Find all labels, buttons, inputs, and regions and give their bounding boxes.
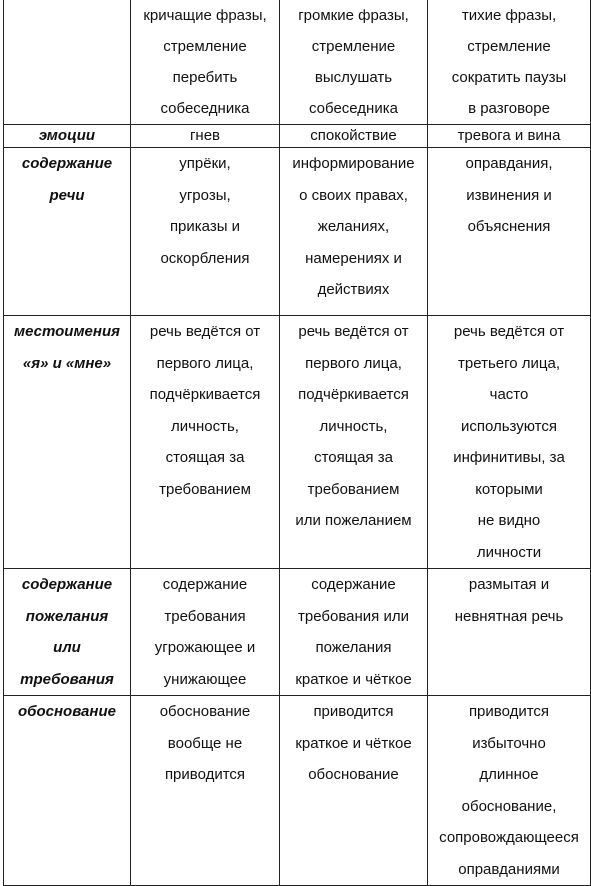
cell-text-line: стоящая за bbox=[314, 449, 393, 466]
cell-text-line: не видно bbox=[477, 512, 541, 529]
cell-text-line: приказы и bbox=[169, 218, 241, 235]
table-cell-basis-col3 bbox=[428, 696, 591, 886]
table-cell-pronoun-col3 bbox=[428, 316, 591, 569]
table-cell-speech-col2 bbox=[280, 148, 428, 316]
cell-text-line: пожелания bbox=[315, 639, 392, 656]
cell-text-line: в разговоре bbox=[468, 100, 550, 117]
cell-text-line: извинения и bbox=[466, 186, 552, 204]
cell-text-line: подчёркивается bbox=[298, 386, 409, 403]
cell-text-line: спокойствие bbox=[310, 127, 397, 144]
cell-text-line: обоснование, bbox=[461, 797, 557, 815]
row-header-speech bbox=[4, 148, 131, 316]
table-row-emotion bbox=[4, 125, 591, 148]
cell-text-line: требования bbox=[164, 607, 246, 625]
table-row-speech bbox=[4, 148, 591, 316]
row-header-line: речи bbox=[49, 186, 85, 204]
row-header-intro bbox=[4, 0, 131, 125]
cell-text-line: сопровождающееся bbox=[439, 829, 579, 846]
table-cell-intro-col1 bbox=[131, 0, 280, 125]
cell-text-line: первого лица, bbox=[156, 354, 254, 372]
table-cell-emotion-col2 bbox=[280, 125, 428, 148]
row-header-emotion bbox=[4, 125, 131, 148]
cell-text-line: намерениях и bbox=[305, 249, 402, 267]
cell-text-line: личность, bbox=[171, 417, 239, 435]
cell-text-line: о своих правах, bbox=[299, 186, 408, 204]
cell-text-line: объяснения bbox=[467, 218, 551, 235]
cell-text-line: унижающее bbox=[163, 670, 247, 688]
table-cell-intro-col2 bbox=[280, 0, 428, 125]
cell-text-line: оправдания, bbox=[465, 155, 553, 172]
cell-text-line: обоснование bbox=[159, 703, 251, 720]
cell-text-line: размытая и bbox=[468, 576, 550, 593]
row-header-wish bbox=[4, 569, 131, 696]
cell-text-line: третьего лица, bbox=[458, 354, 560, 372]
comparison-table bbox=[3, 0, 591, 886]
cell-text-line: перебить bbox=[172, 69, 238, 86]
cell-text-line: инфинитивы, за bbox=[453, 449, 565, 466]
cell-text-line: угрожающее и bbox=[154, 639, 256, 656]
cell-text-line: требованием bbox=[307, 480, 400, 498]
cell-text-line: кричащие фразы, bbox=[143, 7, 267, 24]
row-header-line: содержание bbox=[21, 576, 113, 593]
table-row-wish bbox=[4, 569, 591, 696]
cell-text-line: речь ведётся от bbox=[149, 323, 261, 340]
row-header-line: пожелания bbox=[25, 607, 109, 625]
row-header-pronoun bbox=[4, 316, 131, 569]
cell-text-line: вообще не bbox=[167, 734, 243, 752]
cell-text-line: стоящая за bbox=[165, 449, 245, 466]
cell-text-line: собеседника bbox=[309, 100, 398, 117]
cell-text-line: упрёки, bbox=[179, 155, 231, 172]
cell-text-line: громкие фразы, bbox=[298, 7, 409, 24]
cell-text-line: оправданиями bbox=[458, 860, 560, 878]
cell-text-line: информирование bbox=[292, 155, 415, 172]
cell-text-line: действиях bbox=[317, 281, 390, 298]
table-cell-intro-col3 bbox=[428, 0, 591, 125]
cell-text-line: тревога и вина bbox=[457, 127, 561, 144]
row-header-basis bbox=[4, 696, 131, 886]
row-header-line: эмоции bbox=[38, 127, 96, 144]
cell-text-line: содержание bbox=[162, 576, 248, 593]
cell-text-line: часто bbox=[489, 386, 529, 403]
cell-text-line: собеседника bbox=[160, 100, 250, 117]
row-header-line: обоснование bbox=[18, 703, 116, 720]
cell-text-line: требованием bbox=[159, 480, 251, 498]
cell-text-line: содержание bbox=[311, 576, 396, 593]
table-cell-basis-col1 bbox=[131, 696, 280, 886]
row-header-line: содержание bbox=[21, 155, 113, 172]
cell-text-line: подчёркивается bbox=[149, 386, 261, 403]
cell-text-line: угрозы, bbox=[179, 186, 231, 204]
cell-text-line: речь ведётся от bbox=[453, 323, 565, 340]
table-cell-wish-col2 bbox=[280, 569, 428, 696]
cell-text-line: обоснование bbox=[308, 766, 399, 783]
row-header-line: требования bbox=[20, 670, 114, 688]
cell-text-line: или пожеланием bbox=[295, 512, 412, 529]
cell-text-line: используются bbox=[460, 417, 558, 435]
cell-text-line: приводится bbox=[164, 766, 246, 783]
cell-text-line: стремление bbox=[311, 38, 396, 55]
cell-text-line: сократить паузы bbox=[451, 69, 567, 86]
table-cell-pronoun-col1 bbox=[131, 316, 280, 569]
row-header-line: местоимения bbox=[14, 323, 120, 340]
cell-text-line: личность, bbox=[319, 417, 388, 435]
cell-text-line: стремление bbox=[163, 38, 247, 55]
table-cell-wish-col1 bbox=[131, 569, 280, 696]
cell-text-line: избыточно bbox=[472, 734, 546, 752]
cell-text-line: требования или bbox=[298, 607, 409, 625]
table-cell-pronoun-col2 bbox=[280, 316, 428, 569]
table-cell-emotion-col1 bbox=[131, 125, 280, 148]
table-row-pronoun bbox=[4, 316, 591, 569]
table-cell-basis-col2 bbox=[280, 696, 428, 886]
cell-text-line: выслушать bbox=[314, 69, 393, 86]
cell-text-line: которыми bbox=[475, 480, 543, 498]
table-cell-speech-col1 bbox=[131, 148, 280, 316]
table-row-basis bbox=[4, 696, 591, 886]
cell-text-line: невнятная речь bbox=[454, 607, 564, 625]
table-body bbox=[4, 0, 591, 886]
cell-text-line: приводится bbox=[468, 703, 550, 720]
row-header-line: или bbox=[53, 639, 81, 656]
cell-text-line: тихие фразы, bbox=[461, 7, 557, 24]
cell-text-line: первого лица, bbox=[305, 354, 402, 372]
table-row-intro bbox=[4, 0, 591, 125]
cell-text-line: гнев bbox=[189, 127, 221, 144]
table-cell-emotion-col3 bbox=[428, 125, 591, 148]
cell-text-line: желаниях, bbox=[317, 218, 390, 235]
cell-text-line: приводится bbox=[313, 703, 394, 720]
cell-text-line: краткое и чёткое bbox=[295, 670, 412, 688]
cell-text-line: краткое и чёткое bbox=[295, 734, 412, 752]
row-header-line: «я» и «мне» bbox=[22, 354, 112, 372]
cell-text-line: личности bbox=[476, 543, 542, 561]
cell-text-line: речь ведётся от bbox=[298, 323, 409, 340]
cell-text-line: стремление bbox=[467, 38, 551, 55]
table-cell-speech-col3 bbox=[428, 148, 591, 316]
cell-text-line: оскорбления bbox=[160, 249, 250, 267]
table-cell-wish-col3 bbox=[428, 569, 591, 696]
cell-text-line: длинное bbox=[479, 766, 539, 783]
comparison-table-wrapper bbox=[3, 0, 590, 886]
